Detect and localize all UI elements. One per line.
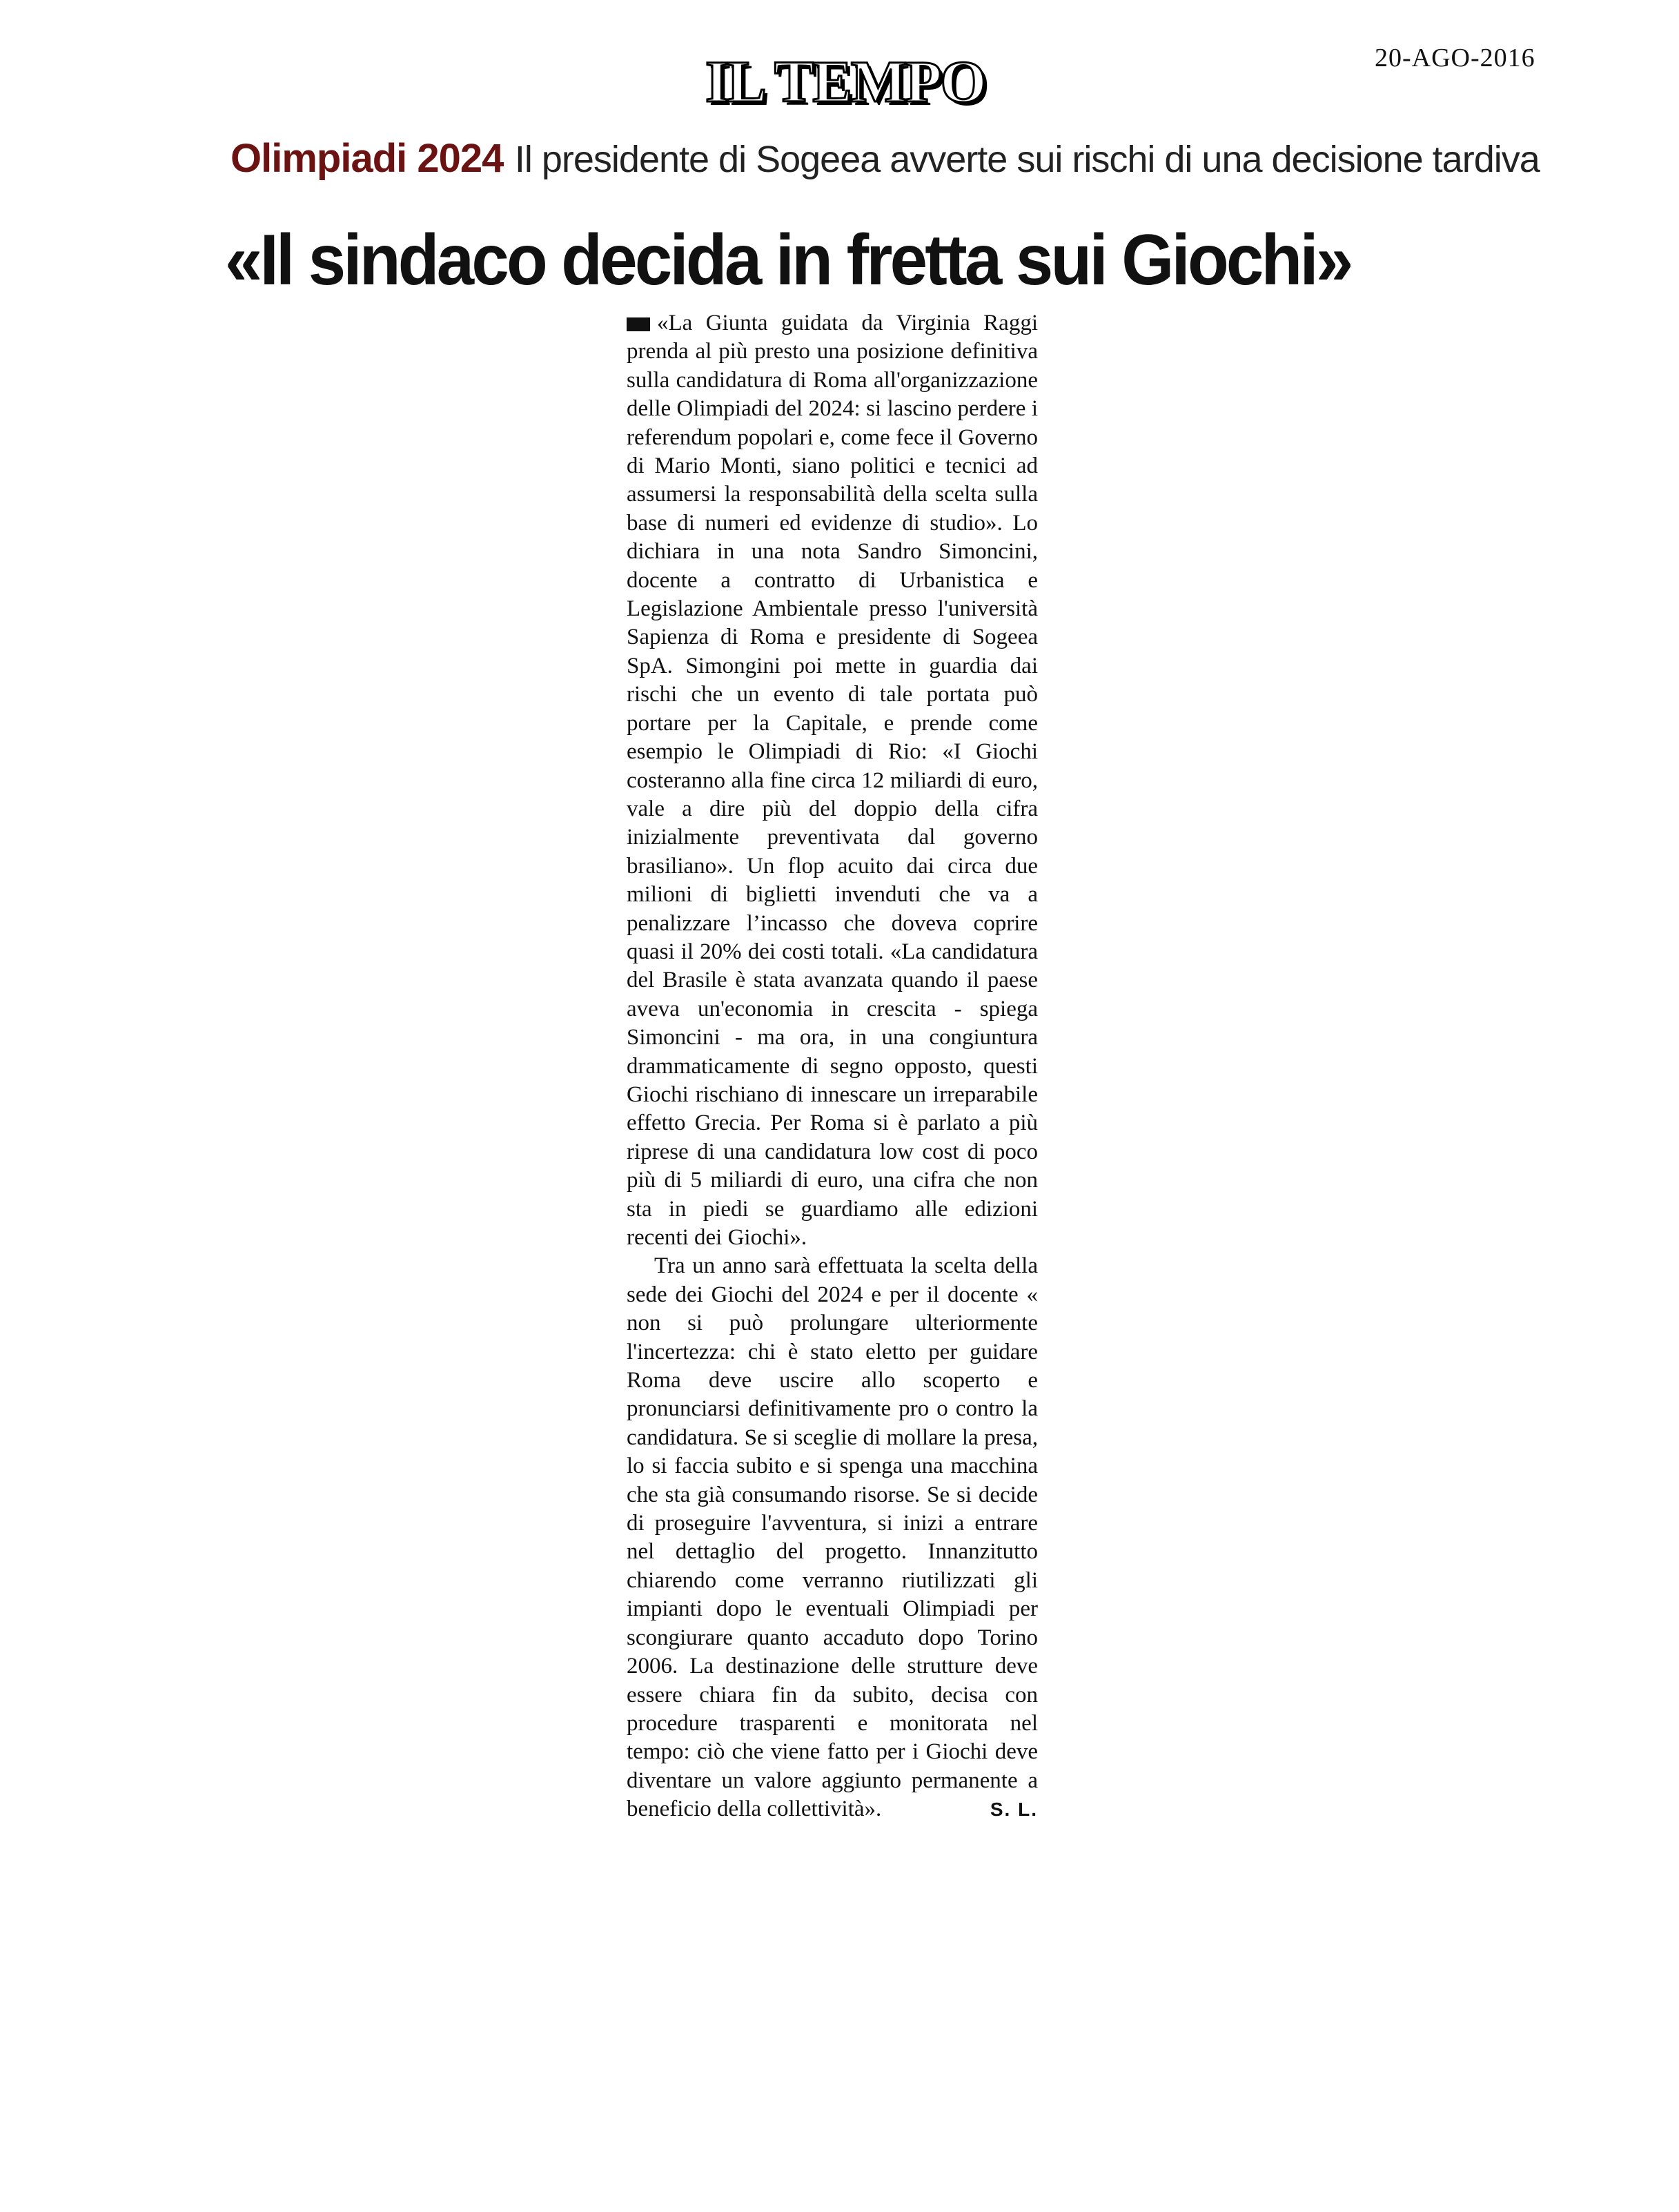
article-paragraph (627, 309, 1038, 1252)
paragraph-marker-icon (627, 317, 650, 331)
article-headline: «Il sindaco decida in fretta sui Giochi» (225, 220, 1351, 300)
kicker-text: Il presidente di Sogeea avverte sui rischi di una decisione tardiva (514, 139, 1540, 180)
article-body (627, 309, 1038, 1824)
kicker-label: Olimpiadi 2024 (230, 136, 504, 181)
paragraph-text: «La Giunta guidata da Virginia Raggi prenda al più presto una posizione definitiva sulla candidatura di Roma all'organizzazione delle Olimpiadi del 2024: si lascino perdere i referendum popolari e, come fece il Governo di Mario Monti, siano politici e tecnici ad assumersi la responsabilità della scelta sulla base di numeri ed evidenze di studio». Lo dichiara in una nota Sandro Simoncini, docente a contratto di Urbanistica e Legislazione Ambientale presso l'università Sapienza di Roma e presidente di Sogeea SpA. Simongini poi mette in guardia dai rischi che un evento di tale portata può portare per la Capitale, e prende come esempio le Olimpiadi di Rio: «I Giochi costeranno alla fine circa 12 miliardi di euro, vale a dire più del doppio della cifra inizialmente preventivata dal governo brasiliano». Un flop acuito dai circa due milioni di biglietti invenduti che va a penalizzare l’incasso che doveva coprire quasi il 20% dei costi totali. «La candidatura del Brasile è stata avanzata quando il paese aveva un'economia in crescita - spiega Simoncini - ma ora, in una congiuntura drammaticamente di segno opposto, questi Giochi rischiano di innescare un irreparabile effetto Grecia. Per Roma si è parlato a più riprese di una candidatura low cost di poco più di 5 miliardi di euro, una cifra che non sta in piedi se guardiamo alle edizioni recenti dei Giochi». (627, 311, 1038, 1250)
publication-date: 20-AGO-2016 (1375, 43, 1535, 72)
article-paragraph (627, 1252, 1038, 1823)
author-signature: S. L. (990, 1799, 1038, 1821)
paragraph-text: Tra un anno sarà effettuata la scelta della sede dei Giochi del 2024 e per il docente « non si può prolungare ulteriormente l'incertezza: chi è stato eletto per guidare Roma deve uscire allo scoperto e pronunciarsi definitivamente pro o contro la candidatura. Se si sceglie di mollare la presa, lo si faccia subito e si spenga una macchina che sta già consumando risorse. Se si decide di proseguire l'avventura, si inizi a entrare nel dettaglio del progetto. Innanzitutto chiarendo come verranno riutilizzati gli impianti dopo le eventuali Olimpiadi per scongiurare quanto accaduto dopo Torino 2006. La destinazione delle strutture deve essere chiara fin da subito, decisa con procedure trasparenti e monitorata nel tempo: ciò che viene fatto per i Giochi deve diventare un valore aggiunto permanente a beneficio della collettività». (627, 1253, 1038, 1822)
article-kicker (230, 135, 1540, 182)
newspaper-masthead: IL TEMPO (705, 48, 985, 115)
